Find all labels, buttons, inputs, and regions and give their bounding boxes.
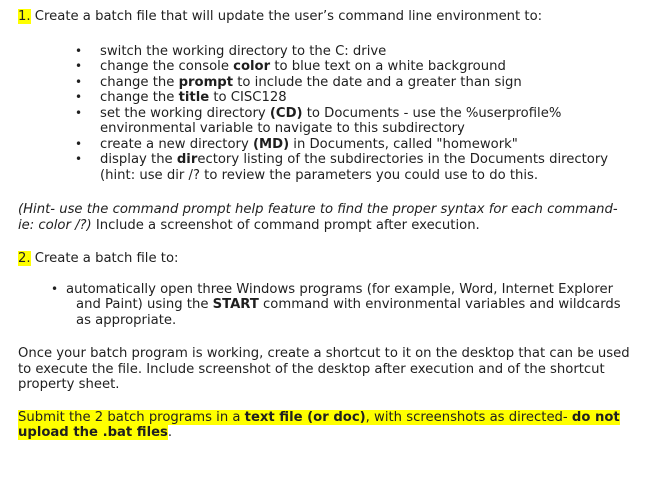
list-item-bold: dir: [176, 152, 198, 167]
question-2-heading: [18, 251, 638, 267]
assignment-document: [18, 9, 638, 441]
list-item-text: set the working directory: [100, 105, 270, 121]
list-item: [75, 75, 630, 91]
list-item: [75, 152, 630, 183]
list-item-bold: title: [178, 90, 210, 105]
list-item-text: create a new directory: [100, 136, 253, 152]
list-item-text: automatically open three Windows programs (for example, Word, Internet Explorer and Paint) using the: [66, 281, 614, 312]
submit-bold: text file (or doc): [244, 409, 366, 425]
question-2-number: 2.: [18, 251, 31, 266]
shortcut-paragraph: Once your batch program is working, create a shortcut to it on the desktop that can be used to execute the file. Include screenshot of the desktop after execution and of the shortcut property sheet.: [18, 346, 630, 392]
list-item-text: change the console: [100, 59, 234, 74]
list-item-text: change the: [100, 90, 179, 105]
list-item: [75, 44, 630, 60]
question-2-text: Create a batch file to:: [30, 251, 179, 266]
submit-period: .: [167, 425, 173, 440]
question-1-text: Create a batch file that will update the user’s command line environment to:: [30, 9, 543, 24]
submit-instructions: [18, 410, 638, 441]
question-1-list: [75, 44, 630, 184]
question-1-number: 1.: [18, 9, 31, 24]
hint-text: Include a screenshot of command prompt after execution.: [91, 217, 480, 233]
hint-italic: (Hint- use the command prompt help feature to find the proper syntax for each command- ie: color /?): [18, 202, 618, 233]
list-item: [51, 282, 631, 329]
list-item-text: to Documents - use the %userprofile% environmental variable to navigate to this subdirectory: [100, 105, 562, 136]
list-item-text: ectory listing of the subdirectories in the Documents directory (hint: use dir /? to review the parameters you could use to do this.: [100, 152, 609, 183]
submit-text: Submit the 2 batch programs in a: [18, 409, 245, 425]
list-item-bold: START: [212, 297, 259, 312]
list-item: [75, 59, 630, 75]
list-item-text: switch the working directory to the C: drive: [100, 43, 387, 59]
list-item-text: in Documents, called "homework": [289, 136, 518, 152]
submit-text: , with screenshots as directed-: [365, 409, 572, 425]
list-item-bold: color: [233, 59, 271, 74]
question-2-list: [51, 282, 631, 329]
list-item-text: to blue text on a white background: [270, 59, 506, 74]
list-item: [75, 90, 630, 106]
list-item-bold: (CD): [269, 105, 303, 121]
list-item-text: to CISC128: [209, 90, 287, 105]
hint-paragraph: [18, 202, 638, 233]
list-item: [75, 106, 630, 137]
list-item-bold: (MD): [252, 136, 290, 152]
list-item-text: display the: [100, 152, 177, 167]
question-1-heading: [18, 9, 638, 25]
list-item: [75, 137, 630, 153]
list-item-text: change the: [100, 74, 179, 90]
submit-bold: do not upload the .bat files: [18, 409, 620, 440]
list-item-bold: prompt: [178, 74, 234, 90]
list-item-text: command with environmental variables and wildcards as appropriate.: [76, 297, 621, 328]
submit-highlight: [18, 410, 620, 441]
list-item-text: to include the date and a greater than sign: [233, 74, 522, 90]
